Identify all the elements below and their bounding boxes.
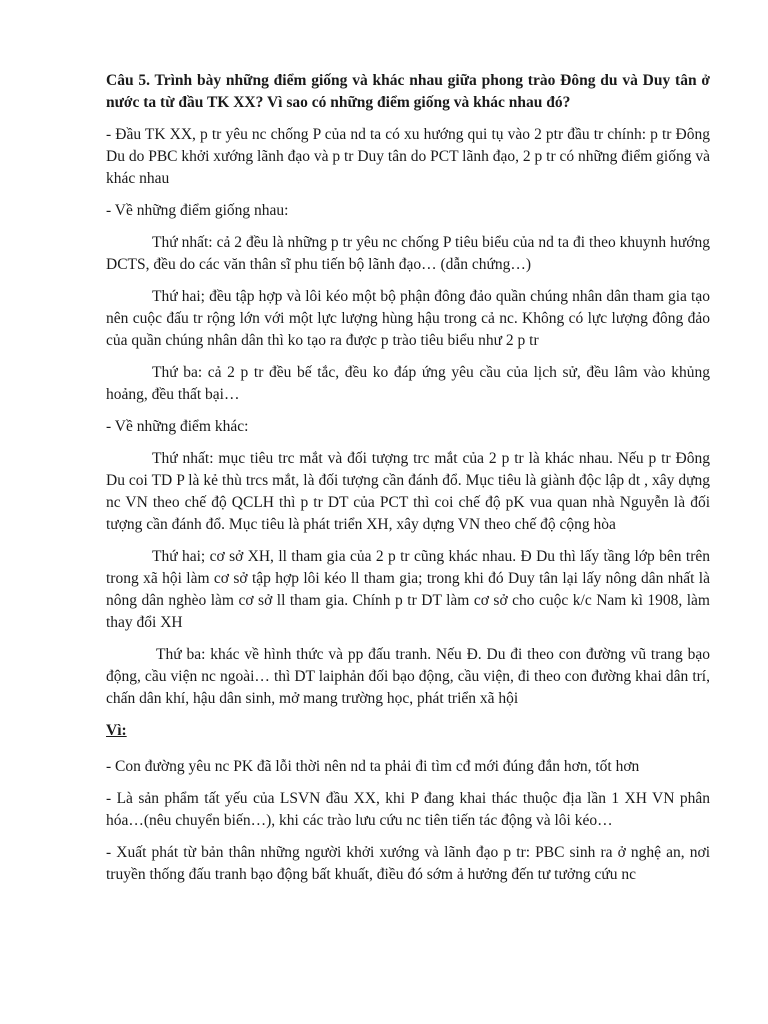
similar-heading: - Về những điểm giống nhau: — [106, 202, 289, 219]
different-point-1: Thứ nhất: mục tiêu trc mắt và đối tượng trc mắt của 2 p tr là khác nhau. Nếu p tr Đông Du coi TD P là kẻ thù trcs mắt, là đối tượng cần đánh đổ. Mục tiêu là giành độc lập dt , xây dựng nc VN theo chế độ QCLH thì p tr DT của PCT thì coi chế độ pK vua quan nhà Nguyễn là đối tượng cần đánh đổ. Mục tiêu là phát triển XH, xây dựng VN theo chế độ cộng hòa — [106, 450, 710, 533]
reasons-heading: Vì: — [106, 722, 127, 739]
different-heading: - Về những điểm khác: — [106, 418, 249, 435]
similar-point-1: Thứ nhất: cả 2 đều là những p tr yêu nc chống P tiêu biểu của nd ta đi theo khuynh hướng DCTS, đều do các văn thân sĩ phu tiến bộ lãnh đạo… (dẫn chứng…) — [106, 234, 710, 273]
question-title: Câu 5. Trình bày những điểm giống và khác nhau giữa phong trào Đông du và Duy tân ở nước ta từ đầu TK XX? Vì sao có những điểm giống và khác nhau đó? — [106, 72, 710, 111]
different-point-2: Thứ hai; cơ sở XH, ll tham gia của 2 p tr cũng khác nhau. Đ Du thì lấy tầng lớp bên trên trong xã hội làm cơ sở tập hợp lôi kéo ll tham gia; trong khi đó Duy tân lại lấy nông dân nhất là nông dân nghèo làm cơ sở ll tham gia. Chính p tr DT làm cơ sở cho cuộc k/c Nam kì 1908, làm thay đổi XH — [106, 548, 710, 631]
similar-point-2: Thứ hai; đều tập hợp và lôi kéo một bộ phận đông đảo quần chúng nhân dân tham gia tạo nên cuộc đấu tr rộng lớn với một lực lượng hùng hậu trong cả nc. Không có lực lượng đông đảo của quần chúng nhân dân thì ko tạo ra được p trào tiêu biểu như 2 p tr — [106, 288, 710, 349]
reason-1: - Con đường yêu nc PK đã lỗi thời nên nd ta phải đi tìm cđ mới đúng đắn hơn, tốt hơn — [106, 758, 640, 775]
similar-point-3: Thứ ba: cả 2 p tr đều bế tắc, đều ko đáp ứng yêu cầu của lịch sử, đều lâm vào khủng hoảng, đều thất bại… — [106, 364, 710, 403]
intro-paragraph: - Đầu TK XX, p tr yêu nc chống P của nd ta có xu hướng qui tụ vào 2 ptr đầu tr chính: p tr Đông Du do PBC khởi xướng lãnh đạo và p tr Duy tân do PCT lãnh đạo, 2 p tr có những điểm giống và khác nhau — [106, 126, 710, 187]
different-point-3: Thứ ba: khác về hình thức và pp đấu tranh. Nếu Đ. Du đi theo con đường vũ trang bạo động, cầu viện nc ngoài… thì DT laiphản đối bạo động, cầu viện, đi theo con đường khai dân trí, chấn dân khí, hậu dân sinh, mở mang trường học, phát triển xã hội — [106, 646, 710, 707]
reason-3: - Xuất phát từ bản thân những người khởi xướng và lãnh đạo p tr: PBC sinh ra ở nghệ an, nơi truyền thống đấu tranh bạo động bất khuất, điều đó sớm ả hưởng đến tư tưởng cứu nc — [106, 844, 710, 883]
reason-2: - Là sản phẩm tất yếu của LSVN đầu XX, khi P đang khai thác thuộc địa lần 1 XH VN phân hóa…(nêu chuyển biến…), khi các trào lưu cứu nc tiên tiến tác động và lôi kéo… — [106, 790, 710, 829]
